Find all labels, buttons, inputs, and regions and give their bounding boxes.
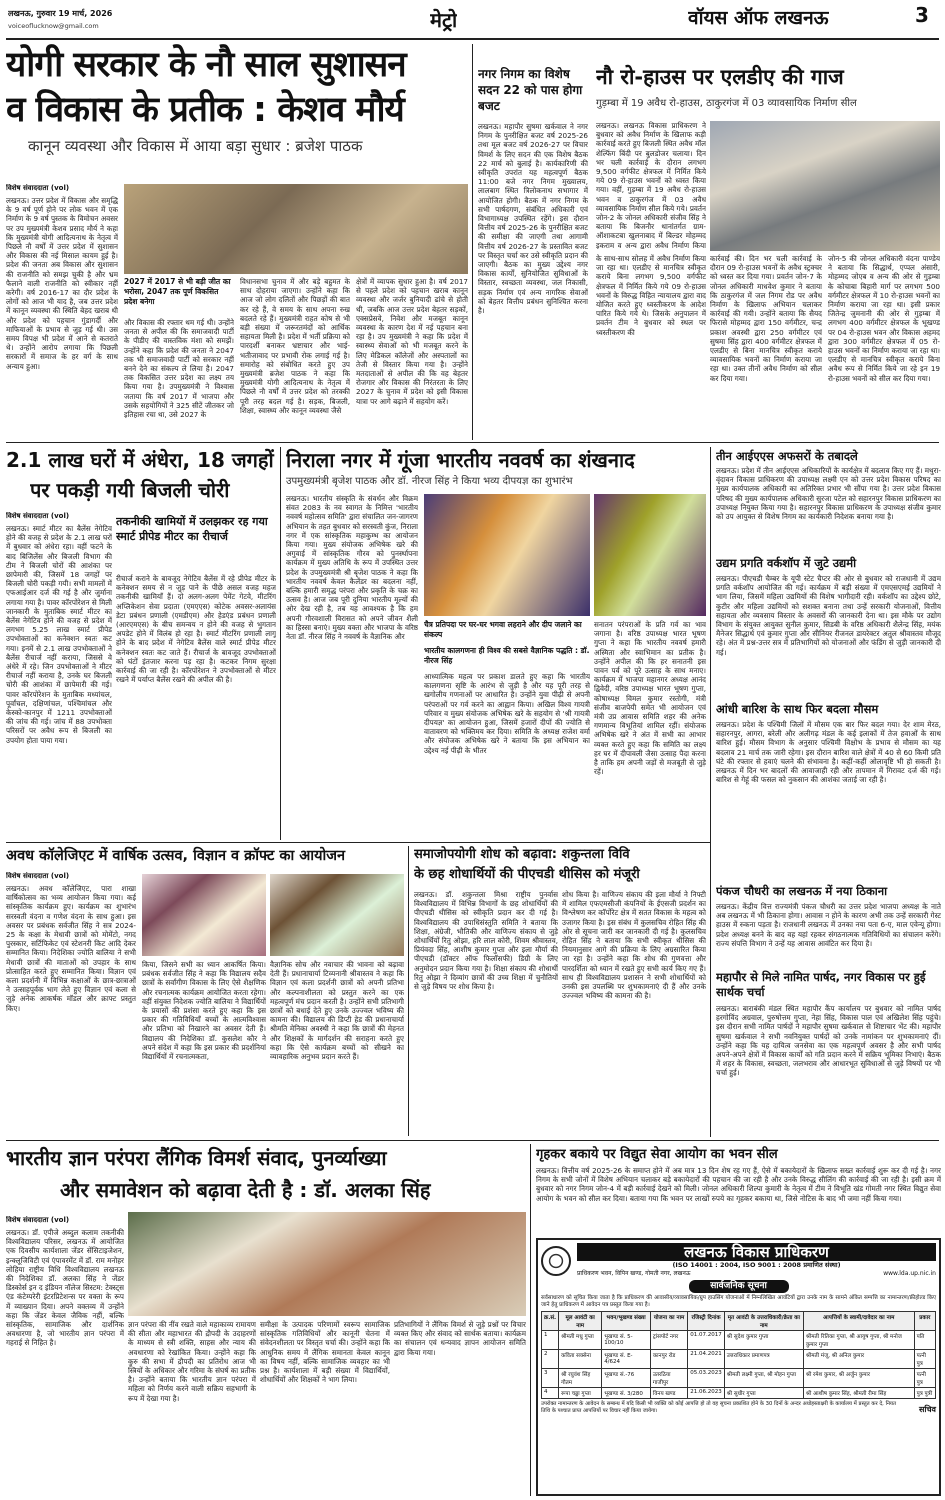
divider-h2 (6, 842, 710, 843)
header-cell: रजिस्ट्री दिनांक (688, 1312, 725, 1331)
story5-caption-2: भारतीय कालगणना ही विश्व की सबसे वैज्ञानिक पद्धति : डॉ. नीरज सिंह (424, 646, 590, 665)
table-cell: पत्नी पुत्र (914, 1350, 935, 1369)
table-row (542, 1388, 936, 1399)
story1-byline: विशेष संवाददाता (vol) (6, 184, 70, 192)
story11-col1: लखनऊ। अवध कॉलेजिएट, पारा शाखा वार्षिकोत्सव का भव्य आयोजन किया गया। कई सांस्कृतिक कार्यक्रम हुए। कार्यक्रम का शुभारंभ सरस्वती वंदना व गणेश वंदना के साथ हुआ। इस अवसर पर प्रबंधक सर्वजीत सिंह ने सत्र 2024-25 के कक्षा के मेधावी छात्रों को मोमेंटो, नगद पुरस्कार, सर्टिफिकेट एवं स्टेशनरी किट आदि देकर सम्मानित किया। निदेशिका ज्योति बालिया ने सभी मेधावी छात्रों की माताओं को उपहार के साथ प्रोत्साहित करते हुए सम्मानित किया। विज्ञान एवं कला प्रदर्शनी में विभिन्न कक्षाओं के छात्र-छात्राओं ने उत्साहपूर्वक भाग लेते हुए विज्ञान एवं कला से जुड़े अनेक आकर्षक मॉडल और क्राफ्ट प्रस्तुत किए। (6, 884, 136, 1013)
table-cell: श्री रघुवंश सिंह गौतम (559, 1369, 602, 1388)
table-row (542, 1331, 936, 1350)
table-cell: विनय खण्ड (650, 1388, 687, 1399)
story3-headline: नौ रो-हाउस पर एलडीए की गाज (596, 65, 844, 89)
table-row (542, 1350, 936, 1369)
divider-h1 (6, 442, 939, 443)
table-cell: भूखण्ड सं.-76 (602, 1369, 651, 1388)
table-cell: पति (914, 1331, 935, 1350)
notice-table (541, 1311, 936, 1399)
story1-photo (124, 184, 468, 274)
table-cell: उतरठिया गाजीपुर (650, 1369, 687, 1388)
divider-v2 (280, 447, 281, 840)
story7-body: लखनऊ। पीएचडी चैम्बर के यूपी स्टेट चैप्टर की ओर से बुधवार को राजधानी में उद्यम प्रगति वर्कशॉप आयोजित की गई। कार्यक्रम में बड़ी संख्या में एमएसएमई उद्यमियों ने भाग लिया, जिसमें महिला उद्यमियों की विशेष भागीदारी रही। वर्कशॉप का उद्देश्य छोटे, कुटीर और महिला उद्यमियों को सशक्त बनाना तथा उन्हें सरकारी योजनाओं, वित्तीय सहायता और व्यवसाय विस्तार के अवसरों की जानकारी देना था। इस मौके पर उद्योग विभाग के संयुक्त आयुक्त सुनील कुमार, सिडबी के वरिष्ठ अधिकारी शैलेन्द्र सिंह, मयंक मैनेजर सिद्धार्थ एवं कुमार गुप्ता और सीनियर रीजनल डायरेक्टर अतुल श्रीवास्तव मौजूद रहे। अंत में प्रश्न-उत्तर सत्र में प्रतिभागियों को योजनाओं और फंडिंग से जुड़ी जानकारी दी गई। (716, 574, 941, 657)
story10-headline: महापौर से मिले नामित पार्षद, नगर विकास पर हुई सार्थक चर्चा (716, 970, 926, 999)
header-cell: क्र.सं. (542, 1312, 559, 1331)
story5-col1: लखनऊ। भारतीय संस्कृति के संवर्धन और विक्रम संवत 2083 के नव स्वागत के निमित्त 'भारतीय नववर्ष महोत्सव समिति' द्वारा संचालित जन-जागरण अभियान के तहत बुधवार को सरस्वती कुंज, निराला नगर में एक सांस्कृतिक महाकुम्भ का आयोजन किया गया। मुख्य संयोजक अभिषेक खरे की अगुवाई में सांस्कृतिक गौरव को पुनर्स्थापना कार्यक्रम में मुख्य अतिथि के रूप में उपस्थित उत्तर प्रदेश के उपमुख्यमंत्री श्री बृजेश पाठक ने कहा कि भारतीय नववर्ष केवल कैलेंडर का बदलना नहीं, बल्कि हमारी समृद्ध परंपरा और प्रकृति के चक्र का उत्सव है। आज जब पूरी दुनिया भारतीय मूल्यों की ओर देख रही है, तब यह आवश्यक है कि हम अपनी गौरवशाली विरासत को अपने जीवन शैली का हिस्सा बनाएं। मुख्य वक्ता और भाजपा के वरिष्ठ नेता डॉ. नीरज सिंह ने नववर्ष के वैज्ञानिक और (286, 494, 418, 642)
notice-website: www.lda.up.nic.in (883, 1270, 936, 1277)
story8-headline: आंधी बारिश के साथ फिर बदला मौसम (716, 702, 879, 716)
table-cell: श्रीमती मधु गुप्ता (559, 1331, 602, 1350)
story8-body: लखनऊ। प्रदेश के पश्चिमी जिलों में मौसम एक बार फिर बदल गया। देर शाम मेरठ, सहारनपुर, आगरा, बरेली और अलीगढ़ मंडल के कई इलाकों में तेज हवाओं के साथ बारिश हुई। मौसम विभाग के अनुसार पश्चिमी विक्षोभ के प्रभाव से मौसम का यह बदलाव 21 मार्च तक जारी रहेगा। इस दौरान बारिश वाले क्षेत्रों में 40 से 60 किमी प्रति घंटे की रफ्तार से हवाएं चलने की संभावना है। कहीं-कहीं ओलावृष्टि भी हो सकती है। लखनऊ में दिन भर बादलों की आवाजाही रही और तापमान में गिरावट दर्ज की गई। बारिश से गेहूं की फसल को नुकसान की आशंका जताई जा रही है। (716, 720, 941, 785)
section-label: मेट्रो (430, 8, 458, 32)
story1-col1: लखनऊ। उत्तर प्रदेश में विकास और समृद्धि के 9 वर्ष पूर्ण होने पर लोक भवन में एक निर्माण के 9 वर्ष पुस्तक के विमोचन अवसर पर उप मुख्यमंत्री केशव प्रसाद मौर्य ने कहा कि मुख्यमंत्री योगी आदित्यनाथ के नेतृत्व में पिछले नौ वर्षों में उत्तर प्रदेश में सुशासन और विकास की नई मिसाल कायम हुई है। प्रदेश की जनता अब विकास और सुशासन की राजनीति को समझ चुकी है और भ्रम फैलाने वाली राजनीति को स्वीकार नहीं करेगी। वर्ष 2016-17 का दौर प्रदेश के लोगों को आज भी याद है, जब उत्तर प्रदेश में कानून व्यवस्था की स्थिति बेहद खराब थी और प्रदेश को पहचान गुंडागर्दी और माफियाओं के प्रभाव से जुड़ गई थी। उस समय विपक्ष भी प्रदेश में आने से कतराते थे। उन्होंने आरोप लगाया कि पिछली सरकारों में समाज के हर वर्ग के साथ अन्याय हुआ। (6, 196, 118, 371)
table-cell: उत्तराधिकार प्रमाणपत्र (724, 1350, 803, 1369)
story13-col2: ज्ञान परंपरा की नींव रखते वाले महाकाव्य रामायण की सीता और महाभारत की द्रौपदी के उदाहरणों के माध्यम से स्त्री शक्ति, साहस और न्याय की अवधारणा को रेखांकित किया। उन्होंने कहा कि कुरु की सभा में द्रौपदी का प्रतिरोध आज भी स्त्रियों के अधिकार और गरिमा के संघर्ष का प्रतीक है। उन्होंने बताया कि भारतीय ज्ञान परंपरा में महिला को निर्णय करने वाली सक्रिय सहभागी के रूप में देखा गया है। (128, 1320, 256, 1403)
story1-headline-1: योगी सरकार के नौ साल सुशासन (6, 45, 406, 85)
table-cell: श्री आशीष कुमार सिंह, श्रीमती रीमा सिंह (803, 1388, 914, 1399)
header-cell: प्रकार (914, 1312, 935, 1331)
table-cell: श्री रमेश कुमार, श्री अर्जुन कुमार (803, 1369, 914, 1388)
story1-col2: और विकास की रफ्तार थम गई थी। उन्होंने जनता से अपील की कि समाजवादी पार्टी के पीडीए की वास्तविक मंशा को समझें। उन्होंने कहा कि प्रदेश की जनता ने 2047 तक भी समाजवादी पार्टी को सरकार नहीं बनने देने का संकल्प ले लिया है। 2047 तक विकसित उत्तर प्रदेश का लक्ष्य तय किया गया है। उपमुख्यमंत्री ने विश्वास जताया कि वर्ष 2017 में भाजपा और उसके सहयोगियों ने 325 सीटें जीतकर जो इतिहास रचा था, उसे 2027 के (124, 318, 234, 420)
story13-photo (128, 1212, 526, 1316)
story4-byline: विशेष संवाददाता (vol) (6, 512, 70, 520)
story5-caption-1: चैत्र प्रतिपदा पर घर-घर भगवा लहराने और दीप जलाने का संकल्प (424, 620, 582, 639)
story11-photo-2 (270, 874, 404, 956)
story12-col2: शोध किया है। वाणिज्य संकाय की इला मौर्या ने निफ्टी में शामिल एफएमसीजी कंपनियों के ईएसजी प्रदर्शन का विश्लेषण कर कॉर्पोरेट क्षेत्र में सतत विकास के महत्व को उजागर किया है। इस संबंध में कुलसचिव रोहित सिंह की ओर से सूचना जारी कर जानकारी दी गई है। कुलसचिव रोहित सिंह ने बताया कि सभी स्वीकृत थीसिस की नियमानुसार आगे की प्रक्रिया के लिए अग्रसारित किया जा रहा है। उन्होंने कहा कि शोध की गुणवत्ता और पारदर्शिता को ध्यान में रखते हुए सभी कार्य किए गए हैं। साथ ही विश्वविद्यालय प्रशासन ने सभी शोधार्थियों को उनकी इस उपलब्धि पर शुभकामनाएं दी हैं और उनके उज्ज्वल भविष्य की कामना की है। (562, 890, 706, 1001)
notice-iso: (ISO 14001 : 2004, ISO 9001 : 2008 प्रमाणित संस्था) (672, 1261, 841, 1269)
story3-col2: के साथ-साथ सोलह में अवैध निर्माण किया जा रहा था। एलडीए से मानचित्र स्वीकृत कराये बिना लगभग 9,500 वर्गफीट क्षेत्रफल में निर्मित किये गये 09 रो-हाउस भवनों के विरुद्ध विहित न्यायालय द्वारा वाद योजित करते हुए ध्वस्तीकरण के आदेश पारित किये गये थे। जिसके अनुपालन में प्रवर्तन टीम ने बुधवार को स्थल पर ध्वस्तीकरण की (596, 254, 706, 337)
table-cell: पत्नी पुत्र (914, 1369, 935, 1388)
table-cell: भूखण्ड सं. E-4/624 (602, 1350, 651, 1369)
date-line: लखनऊ, गुरुवार 19 मार्च, 2026 (8, 9, 113, 18)
table-row (542, 1369, 936, 1388)
table-cell: भूखण्ड सं. 5-100/10 (602, 1331, 651, 1350)
table-cell: 3 (542, 1369, 559, 1388)
table-cell: श्रीमती लक्ष्मी गुप्ता, श्री मोहन गुप्ता (724, 1369, 803, 1388)
story1-subhead: कानून व्यवस्था और विकास में आया बड़ा सुधार : ब्रजेश पाठक (28, 137, 363, 155)
story13-col3: समीक्षा के उत्पादक परिणामों स्वरूप सामाजिक सांस्कृतिक गतिविधियों और कानूनी चेतना में संवेदनशीलता पर विस्तृत चर्चा की। उन्होंने कहा कि आधुनिक समय में लैंगिक समानता केवल कानून का विषय नहीं, बल्कि सामाजिक व्यवहार का भी प्रश्न है। कार्यशाला में बड़ी संख्या में विद्यार्थियों, शोधार्थियों और शिक्षकों ने भाग लिया। (260, 1320, 390, 1385)
story13-col1: लखनऊ। डॉ. एपीजे अब्दुल कलाम तकनीकी विश्वविद्यालय परिसर, लखनऊ में आयोजित एक दिवसीय कार्यशाला जेंडर सेंसिटाइजेशन, इन्क्लूजिविटी एवं एंपावरमेंट में डॉ. राम मनोहर लोहिया राष्ट्रीय विधि विश्वविद्यालय लखनऊ की निदेशिका डॉ. अलका सिंह ने जेंडर डिस्कोर्स इन द इंडियन नॉलेज सिस्टम: टेक्स्ट्स एंड कंटेम्परेरी इंटरप्रिटेशन्स पर वक्ता के रूप में व्याख्यान दिया। अपने वक्तव्य में उन्होंने कहा कि जेंडर केवल जैविक नहीं, बल्कि सांस्कृतिक, सामाजिक और दार्शनिक अवधारणा है, जो भारतीय ज्ञान परंपरा में गहराई से निहित है। (6, 1228, 124, 1348)
story2-body: लखनऊ। महापौर सुषमा खर्कवाल ने नगर निगम के पुनरीक्षित बजट वर्ष 2025-26 तथा मूल बजट वर्ष 2026-27 पर विचार विमर्श के लिए सदन की एक विशेष बैठक 22 मार्च को बुलाई है। कार्यकारिणी की स्वीकृति उपरांत यह महत्वपूर्ण बैठक 11:00 बजे नगर निगम मुख्यालय, लालबाग स्थित त्रिलोकनाथ सभागार में आयोजित होगी। बैठक में नगर निगम के सभी पार्षदगण, संबंधित अधिकारी एवं विभागाध्यक्ष उपस्थित रहेंगे। इस दौरान वित्तीय वर्ष 2025-26 के पुनरीक्षित बजट की समीक्षा की जाएगी तथा आगामी वित्तीय वर्ष 2026-27 के प्रस्तावित बजट पर विस्तृत चर्चा कर उसे स्वीकृति प्रदान की जाएगी। बैठक का मुख्य उद्देश्य नगर विकास कार्यों, सुनियोजित सुविधाओं के विस्तार, स्वच्छता व्यवस्था, जल निकासी, सड़क निर्माण एवं अन्य नागरिक सेवाओं को बेहतर वित्तीय प्रबंधन सुनिश्चित करना है। (478, 122, 588, 316)
story12-headline-2: के छह शोधार्थियों की पीएचडी थीसिस को मंजूरी (414, 867, 640, 882)
table-cell: श्रीमती रितिका गुप्ता, श्री आयुष गुप्ता, श्री मनोज कुमार गुप्ता (803, 1331, 914, 1350)
story3-col4: जोन-5 की जोनल अधिकारी वंदना पाण्डेय ने बताया कि सिद्धार्थ, एप्पल अंसारी, मोहम्मद जोएब व अन्य की ओर से गुड़म्बा के कोचाबा बिहारी मार्ग पर लगभग 500 वर्गमीटर क्षेत्रफल में 10 रो-हाउस भवनों का निर्माण कराया जा रहा था। इसी प्रकार जितेन्द्र जुमनानी की ओर से गुड़म्बा में लगभग 400 वर्गमीटर क्षेत्रफल के भूखण्ड पर 04 रो-हाउस भवन और विकास अहमद द्वारा 300 वर्गमीटर क्षेत्रफल में 05 रो-हाउस भवनों का निर्माण कराया जा रहा था। एलडीए से मानचित्र स्वीकृत कराये बिना अवैध रूप से निर्मित किये जा रहे इन 19 रो-हाउस भवनों को सील कर दिया गया। (828, 254, 940, 383)
notice-table-header (542, 1312, 936, 1331)
story5-subhead: उपमुख्यमंत्री बृजेश पाठक और डॉ. नीरज सिंह ने किया भव्य दीपयज्ञ का शुभारंभ (286, 476, 573, 487)
divider-v5 (530, 1144, 531, 1496)
story11-headline: अवध कॉलेजिएट में वार्षिक उत्सव, विज्ञान व क्रॉफ्ट का आयोजन (6, 848, 346, 864)
table-cell: भूखण्ड सं. 3/280 (602, 1388, 651, 1399)
notice-intro: सर्वसाधारण को सूचित किया जाता है कि प्राधिकरण की आवासीय/व्यावसायिक/ग्रुप हाउसिंग योजनाओं में निम्नलिखित आवंटियों द्वारा उनके नाम के सामने अंकित सम्पत्ति का नामान्तरण/फ्रीहोल्ड किए जाने हेतु प्राधिकरण में आवेदन पत्र प्रस्तुत किया गया है। (541, 1295, 936, 1308)
table-cell: 05.03.2023 (688, 1369, 725, 1388)
story13-col4: प्रतिभागियों ने लैंगिक विमर्श से जुड़े प्रश्नों पर विचार व्यक्त किए और संवाद को सार्थक बताया। कार्यक्रम का संचालन एवं धन्यवाद ज्ञापन आयोजन समिति द्वारा किया गया। (394, 1320, 526, 1357)
table-cell: 21.04.2021 (688, 1350, 725, 1369)
table-cell: 21.06.2023 (688, 1388, 725, 1399)
story5-col3: सनातन परंपराओं के प्रति गर्व का भाव जगाना है। वरिष्ठ उपाध्यक्ष भारत भूषण गुप्ता ने कहा कि भारतीय नववर्ष हमारी अस्मिता और स्वाभिमान का प्रतीक है। उन्होंने अपील की कि हर सनातनी इस पावन पर्व को पूरे उत्साह के साथ मनाए। कार्यक्रम में भाजपा महानगर अध्यक्ष आनंद द्विवेदी, वरिष्ठ उपाध्यक्ष भारत भूषण गुप्ता, कोषाध्यक्ष विमल कुमार रस्तोगी, मंत्री संजीव बाजपेयी समेत भी आयोजन एवं मंत्री उप्र आवास समिति शहर की अनेक गणमान्य विभूतियां शामिल रहीं। संयोजक अभिषेक खरे ने अंत में सभी का आभार व्यक्त करते हुए कहा कि समिति का लक्ष्य हर घर में दीपावली जैसा उत्साह पैदा करना है ताकि हम अपनी जड़ों से मजबूती से जुड़े रहें। (594, 620, 706, 777)
notice-title: सार्वजनिक सूचना (689, 1280, 789, 1293)
header-cell: योजना का नाम (650, 1312, 687, 1331)
story13-headline-1: भारतीय ज्ञान परंपरा लैंगिक विमर्श संवाद, पुनर्व्याख्या (6, 1146, 387, 1170)
table-cell: 1 (542, 1331, 559, 1350)
header-cell: मूल आवंटी का नाम (559, 1312, 602, 1331)
header-cell: मृत आवंटी के उत्तराधिकारी/क्रेता का नाम (724, 1312, 803, 1331)
story11-col3: वैज्ञानिक सोच और नवाचार की भावना को बढ़ावा देती हैं। प्रधानाचार्या टिव्यनानी श्रीवास्तव ने कहा कि विज्ञान एवं कला प्रदर्शनी छात्रों को अपनी प्रतिभा और कल्पनाशीलता को प्रस्तुत करने का एक महत्वपूर्ण मंच प्रदान करती है। उन्होंने सभी प्रतिभागी छात्रों को बधाई देते हुए उनके उज्ज्वल भविष्य की कामना की। विद्यालय की डिप्टी हेड की प्रधानाचार्या श्रीमति मेनिका अवस्थी ने कहा कि छात्रों की मेहनत और शिक्षकों के मार्गदर्शन की सराहना करते हुए कहा कि ऐसे कार्यक्रम बच्चों को सीखने का व्यावहारिक अनुभव प्रदान करते हैं। (270, 960, 404, 1062)
story4-col1: लखनऊ। स्मार्ट मीटर का बैलेंस नेगेटिव होने की वजह से प्रदेश के 2.1 लाख घरों में बुधवार को अंधेरा रहा। वहीं फटने के बाद बिजिलेंस और बिजली विभाग की टीम ने बिजली चोरों की आशंका पर छापेमारी की, जिसमें 18 जगहों पर बिजली चोरी पकड़ी गयी। सभी मामलों में एफआईआर दर्ज की गई है और जुर्माना लगाया गया है। पावर कॉरपोरेशन से मिली जानकारी के मुताबिक स्मार्ट मीटर का बैलेंस नेगेटिव होने की वजह से प्रदेश में लगभग 5.25 लाख स्मार्ट प्रीपेड उपभोक्ताओं का कनेक्शन स्वतः कट गया। इनमें से 2.1 लाख उपभोक्ताओं ने बैलेंस रीचार्ज नहीं कराया, जिससे वे अंधेरे में रहे। जिन उपभोक्ताओं ने मीटर रीचार्ज नहीं कराया है, उनके घर बिजली चोरी की आशंका में छापेमारी की गई। पावर कॉरपोरेशन के मुताबिक मध्यांचल, पूर्वांचल, दक्षिणांचल, पश्चिमांचल और केस्को-कानपुर में 1211 उपभोक्ताओं की जांच की गई। जांच में 88 उपभोक्ता परिसरों पर अवैध रूप से बिजली का उपयोग होता पाया गया। (6, 524, 112, 745)
table-cell: 4 (542, 1388, 559, 1399)
story3-col3: कार्रवाई की। दिन भर चली कार्रवाई के दौरान 09 रो-हाउस भवनों के अवैध स्ट्रक्चर को ध्वस्त कर दिया गया। प्रवर्तन जोन-7 के जोनल अधिकारी माधवेश कुमार ने बताया कि ठाकुरगंज में जल निगम रोड पर अवैध निर्माण के खिलाफ अभियान चलाकर कार्रवाई की गयी। उन्होंने बताया कि सैयद फिरासे मोहम्मद द्वारा 150 वर्गमीटर, चन्द्र प्रकाश अवस्थी द्वारा 250 वर्गमीटर एवं सुषमा सिंह द्वारा 400 वर्गमीटर क्षेत्रफल में एलडीए से बिना मानचित्र स्वीकृत कराये व्यावसायिक भवनों का निर्माण कराया जा रहा था। उक्त तीनों अवैध निर्माण को सील कर दिया गया। (710, 254, 822, 383)
table-cell: 01.07.2017 (688, 1331, 725, 1350)
story11-photo-1 (142, 874, 266, 956)
story5-headline: निराला नगर में गूंजा भारतीय नववर्ष का शंखनाद (286, 448, 635, 472)
email: voiceoflucknow@gmail.com (8, 22, 99, 30)
header-cell: भवन/भूखण्ड संख्या (602, 1312, 651, 1331)
table-cell: रूपा चढ्ढा गुप्ता (559, 1388, 602, 1399)
story3-photo (710, 121, 940, 251)
masthead (0, 0, 945, 40)
story13-headline-2: और समावेशन को बढ़ावा देती है : डॉ. अलका सिंह (60, 1178, 431, 1202)
table-cell: कानपुर रोड (650, 1350, 687, 1369)
table-cell: ट्रांसपोर्ट नगर (650, 1331, 687, 1350)
story2-headline: नगर निगम का विशेष सदन 22 को पास होगा बजट (478, 67, 583, 113)
notice-footer: उपरोक्त नामान्तरण के आवेदन के सम्बन्ध में यदि किसी भी व्यक्ति को कोई आपत्ति हो तो वह सूचना प्रकाशित होने के 30 दिनों के अन्दर अधोहस्ताक्षरी के कार्यालय में प्रस्तुत कर दे, नियत तिथि के पश्चात प्राप्त आपत्तियों पर विचार नहीं किया जायेगा। (541, 1401, 896, 1414)
story3-subhead: गुड़म्बा में 19 अवैध रो-हाउस, ठाकुरगंज में 03 व्यावसायिक निर्माण सील (596, 98, 857, 109)
story1-caption: 2027 में 2017 से भी बड़ी जीत का भरोसा, 2047 तक पूर्ण विकसित प्रदेश बनेगा (124, 277, 231, 306)
story1-col3: विधानसभा चुनाव में और बड़े बहुमत के साथ दोहराया जाएगा। उन्होंने कहा कि आज जो लोग दलितों और पिछड़ों की बात कर रहे हैं, वे समय के साथ अपना रुख बदलते रहे हैं। मुख्यमंत्री राहत कोष से भी बड़ी संख्या में जरूरतमंदों को आर्थिक सहायता मिली है। प्रदेश में भर्ती प्रक्रिया को पारदर्शी बनाकर भ्रष्टाचार और भाई-भतीजावाद पर प्रभावी रोक लगाई गई है। समारोह को संबोधित करते हुए उप मुख्यमंत्री ब्रजेश पाठक ने कहा कि मुख्यमंत्री योगी आदित्यनाथ के नेतृत्व में पिछले नौ वर्षों में उत्तर प्रदेश को तरक्की पूरी तरह बदल गई है। सड़क, बिजली, शिक्षा, स्वास्थ्य और कानून व्यवस्था जैसे (240, 277, 350, 415)
story4-col2: रीचार्ज कराने के बावजूद नेगेटिव बैलेंस में रहे प्रीपेड मीटर के कनेक्शन समय से न जुड़ पाने के पीछे असल वजह महज तकनीकी खामियाँ हैं। दो अलग-अलग पेमेंट गेटवे, मीटरिंग अप्लिकेशन सेवा प्रदाता (एमएएस) कोटेक अवसर-अलायंस डेटा प्रबंधन प्रणाली (एमडीएम) और हेडएंड प्रबंधन प्रणाली (आरएमएस) के बीच समन्वय न होने की वजह से भुगतान अपडेट होने में विलंब हो रहा है। स्मार्ट मीटरिंग प्रणाली लागू होने के बाद प्रदेश में नेगेटिव बैलेंस वाले स्मार्ट प्रीपेड मीटर कनेक्शन स्वतः कट जाते हैं। रीचार्ज के बावजूद उपभोक्ताओं को घंटों इंतजार करना पड़ रहा है। कटकर निगम सुरक्षा कार्रवाई की जा रही है। कॉरपोरेशन ने उपभोक्ताओं से मीटर रखने में पर्याप्त बैलेंस रखने की अपील की है। (116, 574, 276, 685)
notice-address: प्राधिकरण भवन, विपिन खण्ड, गोमती नगर, लखनऊ (577, 1270, 691, 1277)
story5-photo-1 (424, 494, 590, 616)
story14-headline: गृहकर बकाये पर विद्युत सेवा आयोग का भवन सील (536, 1147, 778, 1162)
table-cell: श्रीमती मंजू, श्री अनिल कुमार (803, 1350, 914, 1369)
story10-body: लखनऊ। बाराबंकी मंडल स्थित महापौर कैंप कार्यालय पर बुधवार को नामित पार्षद हरगोविंद अग्रवाल, पुरुषोत्तम गुप्ता, नेहा सिंह, विकास पाल एवं अखिलेश सिंह पहुंचे। इस दौरान सभी नामित पार्षदों ने महापौर सुषमा खर्कवाल से शिष्टाचार भेंट की। महापौर सुषमा खर्कवाल ने सभी नवनियुक्त पार्षदों को उनके नामांकन पर शुभकामनाएं दीं। उन्होंने कहा कि यह दायित्व जनसेवा का एक महत्वपूर्ण अवसर है और सभी पार्षद अपने-अपने क्षेत्रों में विकास कार्यों को गति प्रदान करने में सक्रिय भूमिका निभाएं। बैठक में शहर के विकास, स्वच्छता, जलभराव और आधारभूत सुविधाओं से जुड़े विषयों पर भी चर्चा हुई। (716, 1004, 941, 1078)
story9-body: लखनऊ। केंद्रीय वित्त राज्यमंत्री पंकज चौधरी का उत्तर प्रदेश भाजपा अध्यक्ष के नाते अब लखनऊ में भी ठिकाना होगा। आवास न होने के कारण अभी तक उन्हें सरकारी गेस्ट हाउस में रुकना पड़ता है। राजधानी लखनऊ में उनका नया पता 6-ए, माल एवेन्यू होगा। प्रदेश अध्यक्ष बनने के बाद वह यहां रहकर संगठनात्मक गतिविधियों का संचालन करेंगे। राज्य संपत्ति विभाग ने उन्हें यह आवास आवंटित कर दिया है। (716, 902, 941, 948)
story5-col2: आध्यात्मिक महत्व पर प्रकाश डालते हुए कहा कि भारतीय कालगणना सृष्टि के आरंभ से जुड़ी है और यह पूरी तरह से खगोलीय गणनाओं पर आधारित है। उन्होंने युवा पीढ़ी से अपनी परंपराओं पर गर्व करने का आह्वान किया। अखिल विश्व गायत्री परिवार व मुख्य संयोजक अभिषेक खरे के सहयोग से 'श्री गायत्री दीपयज्ञ' का आयोजन हुआ, जिसमें हजारों दीपों की ज्योति से वातावरण को भक्तिमय कर दिया। समिति के अध्यक्ष राजेश वर्मा और संयोजक अभिषेक खरे ने बताया कि इस अभियान का उद्देश्य नई पीढ़ी के भीतर (424, 672, 590, 755)
story4-headline-1: 2.1 लाख घरों में अंधेरा, 18 जगहों (6, 448, 274, 472)
story4-sub-headline: तकनीकी खामियों में उलझकर रह गया स्मार्ट प्रीपेड मीटर का रीचार्ज (116, 515, 268, 543)
story14-body: लखनऊ। वित्तीय वर्ष 2025-26 के समाप्त होने में अब मात्र 13 दिन शेष रह गए हैं, ऐसे में बकायेदारों के खिलाफ सख्त कार्रवाई शुरू कर दी गई है। नगर निगम के सभी जोनों में विशेष अभियान चलाकर बड़े बकायेदारों की पहचान की जा रही है और उनके विरुद्ध सीलिंग की कार्रवाई की जा रही है। इसी क्रम में बुधवार को नगर निगम जोन-4 में बड़ी कार्रवाई देखने को मिली। जोनल अधिकारी शिल्पा कुमारी के नेतृत्व में टीम ने विभूति खंड गोमती नगर स्थित विद्युत सेवा आयोग के भवन को सील कर दिया। बताया गया कि भवन पर लाखों रुपये का गृहकर बकाया था, जिसे नोटिस के बाद भी जमा नहीं किया गया। (536, 1166, 941, 1203)
lda-notice (536, 1238, 941, 1496)
table-cell: कविता सक्सेना (559, 1350, 602, 1369)
lda-logo-icon (541, 1246, 571, 1276)
divider-v3 (710, 447, 711, 1137)
masthead-rule (6, 38, 939, 40)
story1-col4: क्षेत्रों में व्यापक सुधार हुआ है। वर्ष 2017 से पहले प्रदेश को पहचान खराब कानून व्यवस्था और जर्जर बुनियादी ढांचे से होती थी, जबकि आज उत्तर प्रदेश बेहतर सड़कों, एक्सप्रेसवे, निवेश और मजबूत कानून व्यवस्था के कारण देश में नई पहचान बना रहा है। उप मुख्यमंत्री ने कहा कि प्रदेश में स्वास्थ्य सेवाओं को भी मजबूत करने के लिए मेडिकल कॉलेजों और अस्पतालों का तेजी से विस्तार किया गया है। उन्होंने मतदाताओं से अपील की कि वह बेहतर रोजगार और विकास की निरंतरता के लिए 2027 के चुनाव में प्रदेश को इसी विकास यात्रा पर आगे बढ़ाने में सहयोग करें। (356, 277, 468, 406)
story7-headline: उद्यम प्रगति वर्कशॉप में जुटे उद्यमी (716, 556, 857, 570)
story4-headline-2: पर पकड़ी गयी बिजली चोरी (30, 478, 230, 502)
story1-headline-2: व विकास के प्रतीक : केशव मौर्य (6, 90, 404, 130)
divider-h3 (6, 1140, 939, 1141)
story3-col1: लखनऊ। लखनऊ विकास प्राधिकरण ने बुधवार को अवैध निर्माण के खिलाफ कड़ी कार्रवाई करते हुए बिजली स्थित अवैध मॉल शेल्फिंग बिंदी पर बुलडोजर चलाया। दिन भर चली कार्रवाई के दौरान लगभग 9,500 वर्गफीट क्षेत्रफल में निर्मित किये गये 09 रो-हाउस भवनों को ध्वस्त किया गया। वहीं, गुड़म्बा में 19 अवैध रो-हाउस भवन व ठाकुरगंज में 03 अवैध व्यावसायिक निर्माण सील किये गये। प्रवर्तन जोन-2 के जोनल अधिकारी संजीव सिंह ने बताया कि बिजनौर थानांतर्गत ग्राम-ऑशाकटबा खुलनाबाद में बिल्डर मोहम्मद इकराम व अन्य द्वारा अवैध निर्माण किया (596, 121, 706, 250)
notice-org: लखनऊ विकास प्राधिकरण (577, 1243, 936, 1261)
table-cell: 2 (542, 1350, 559, 1369)
table-cell: पुत्र पुत्री (914, 1388, 935, 1399)
story5-photo-2 (594, 494, 706, 616)
table-cell: श्री सुधीर गुप्ता (724, 1388, 803, 1399)
story12-headline-1: समाजोपयोगी शोध को बढ़ावा: शकुन्तला विवि (414, 847, 630, 862)
story12-col1: लखनऊ। डॉ. शकुन्तला मिश्रा राष्ट्रीय पुनर्वास विश्वविद्यालय में विभिन्न विभागों के छह शोधार्थियों की पीएचडी थीसिस को स्वीकृति प्रदान कर दी गई है। विश्वविद्यालय की उपाधिसंस्तुति समिति ने बताया कि शिक्षा, अंग्रेजी, भौतिकी और वाणिज्य संकाय से जुड़े शोधार्थियों रितु ओझा, हरि लाल कोरी, शिवम श्रीवास्तव, प्रियंवदा सिंह, आशीष कुमार गुप्ता और इला मौर्या की पीएचडी (डॉक्टर ऑफ फिलॉसफी) डिग्री के लिए अनुमोदन प्रदान किया गया है। शिक्षा संकाय की शोधार्थी रितु ओझा ने दिव्यांग छात्रों की उच्च शिक्षा में चुनौतियों से जुड़े विषय पर शोध किया है। (414, 890, 558, 992)
story9-headline: पंकज चौधरी का लखनऊ में नया ठिकाना (716, 884, 888, 898)
story11-byline: विशेष संवाददाता (vol) (6, 872, 70, 880)
notice-signature: सचिव (918, 1404, 936, 1414)
divider-v1 (472, 44, 473, 440)
table-cell: श्री सुदेश कुमार गुप्ता (724, 1331, 803, 1350)
header-cell: आपत्तियों के स्वामी/दावेदार का नाम (803, 1312, 914, 1331)
story13-byline: विशेष संवाददाता (vol) (6, 1216, 70, 1224)
page-number: 3 (915, 3, 929, 27)
story6-body: लखनऊ। प्रदेश में तीन आईएएस अधिकारियों के कार्यक्षेत्र में बदलाव किए गए हैं। मथुरा-वृंदावन विकास प्राधिकरण की उपाध्यक्ष लक्ष्मी एन को उत्तर प्रदेश विकास परिषद का मुख्य कार्यपालक अधिकारी का अतिरिक्त प्रभार भी सौंपा गया है। उत्तर प्रदेश विकास परिषद की मुख्य कार्यपालक अधिकारी सुरजा पटेल को सहारनपुर विकास प्राधिकरण का उपाध्यक्ष नियुक्त किया गया है। सहारनपुर विकास प्राधिकरण के उपाध्यक्ष संजीव कुमार को उप आयुक्त से विशेष निगम का कार्यकारी निदेशक बनाया गया है। (716, 466, 941, 522)
divider-v4 (408, 846, 409, 1136)
paper-name: वॉयस ऑफ लखनऊ (688, 7, 829, 29)
story11-col2: किया, जिसने सभी का ध्यान आकर्षित किया। प्रबंधक सर्वजीत सिंह ने कहा कि विद्यालय सदैव छात्रों के सर्वांगीण विकास के लिए ऐसे शैक्षणिक और रचनात्मक कार्यक्रम आयोजित करता रहेगा। वहीं संयुक्त निदेशक ज्योति बालिया ने विद्यार्थियों के प्रयासों की प्रशंसा करते हुए कहा कि इस प्रकार की गतिविधियाँ बच्चों के आत्मविश्वास और प्रतिभा को निखारने का अवसर देती हैं। विद्यालय की निदेशिका डॉ. कुसलेश कौर ने अपने संदेश में कहा कि इस प्रकार की प्रदर्शनियां विद्यार्थियों में रचनात्मकता, (142, 960, 266, 1062)
story6-headline: तीन आईएएस अफसरों के तबादले (716, 449, 858, 463)
